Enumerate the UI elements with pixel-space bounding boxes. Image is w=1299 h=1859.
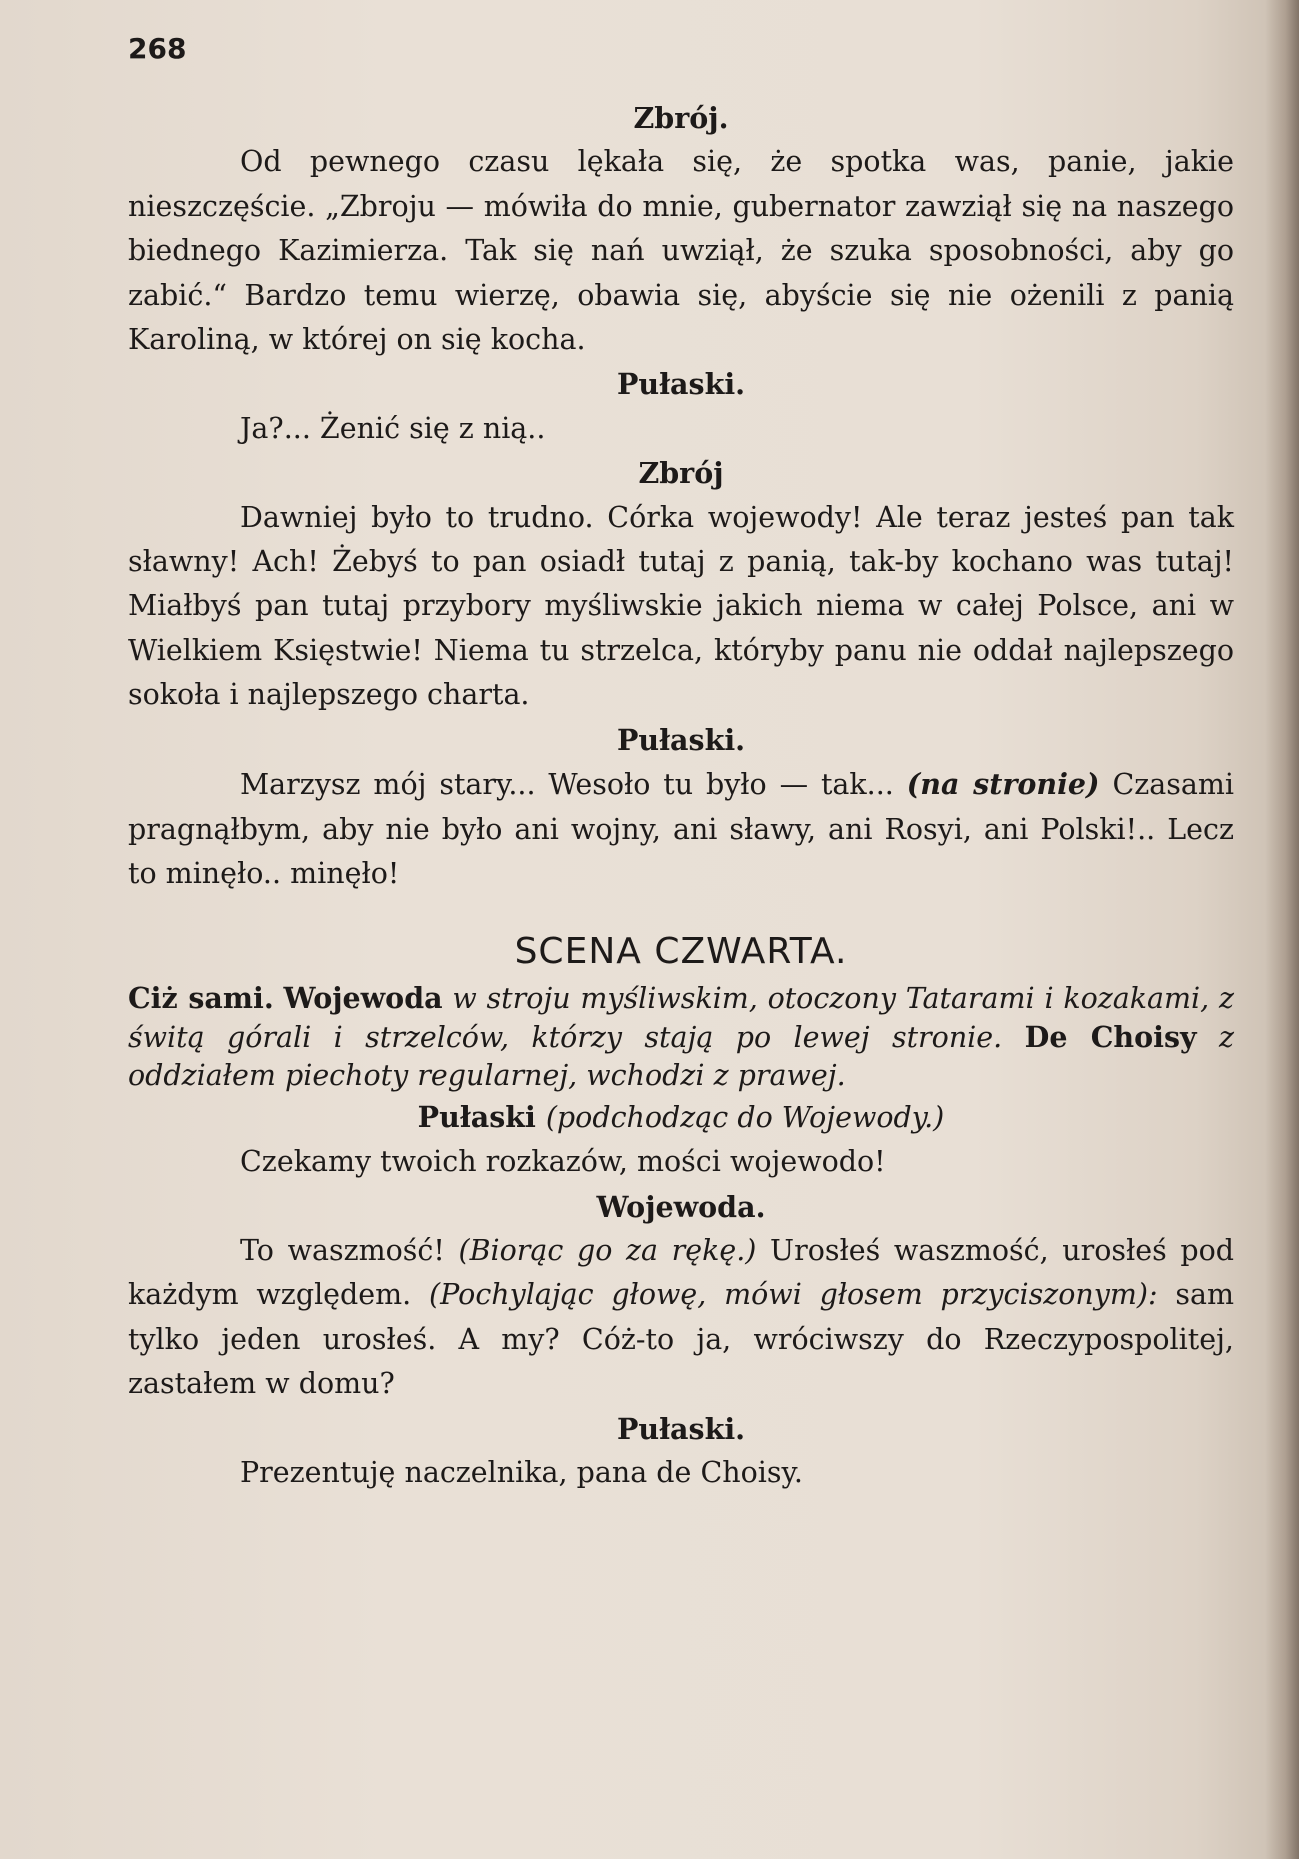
dialogue-paragraph: Czekamy twoich rozkazów, mości wojewodo! bbox=[240, 1145, 886, 1179]
stage-direction: (podchodząc do Wojewody.) bbox=[545, 1100, 945, 1134]
speaker-heading: Zbrój bbox=[638, 456, 724, 491]
character-name: Ciż sami. bbox=[128, 980, 274, 1015]
page-number: 268 bbox=[128, 32, 187, 65]
speaker-heading bbox=[128, 1095, 1234, 1140]
speaker-heading: Wojewoda. bbox=[596, 1189, 766, 1224]
dialogue-paragraph bbox=[128, 1229, 1234, 1407]
stage-direction: (na stronie) bbox=[906, 767, 1100, 802]
dialogue-text: Urosłeś waszmość, urosłeś pod każdym względem. bbox=[128, 1233, 1235, 1312]
dialogue-paragraph: Prezentuję naczelnika, pana de Choisy. bbox=[240, 1455, 803, 1489]
scene-title: SCENA CZWARTA. bbox=[514, 931, 848, 973]
dialogue-paragraph bbox=[128, 762, 1234, 896]
dialogue-text: To waszmość! bbox=[240, 1233, 445, 1267]
speaker-heading: Zbrój. bbox=[633, 101, 729, 135]
speaker-heading: Pułaski. bbox=[616, 722, 746, 757]
dialogue-paragraph: Od pewnego czasu lękała się, że spotka was, panie, jakie nieszczęście. „Zbroju — mówiła do mnie, gubernator zawziął się na naszego biednego Kazimierza. Tak się nań uwziął, że szuka sposobności, aby go zabić.“ Bardzo temu wierzę, obawia się, abyście się nie ożenili z panią Karoliną, w której on się kocha. bbox=[128, 145, 1234, 357]
page-edge-shadow bbox=[1265, 0, 1299, 1859]
speaker-heading: Pułaski. bbox=[616, 1411, 746, 1446]
page-text bbox=[128, 96, 1234, 1495]
stage-direction: (Biorąc go za rękę.) bbox=[458, 1233, 757, 1267]
dialogue-text: Czasami pragnąłbym, aby nie było ani wojny, ani sławy, ani Rosyi, ani Polski!.. Lecz to minęło.. minęło! bbox=[128, 768, 1235, 890]
character-name: De Choisy bbox=[1024, 1019, 1197, 1054]
stage-directions bbox=[128, 979, 1234, 1095]
dialogue-paragraph: Dawniej było to trudno. Córka wojewody! Ale teraz jesteś pan tak sławny! Ach! Żebyś to pan osiadł tutaj z panią, tak-by kochano was tutaj! Miałbyś pan tutaj przybory myśliwskie jakich niema w całej Polsce, ani w Wielkiem Księstwie! Niema tu strzelca, któryby panu nie oddał najlepszego sokoła i najlepszego charta. bbox=[128, 500, 1234, 712]
dialogue-text: sam tylko jeden urosłeś. A my? Cóż-to ja, wróciwszy do Rzeczypospolitej, zastałem w domu? bbox=[128, 1278, 1234, 1401]
character-name: Wojewoda bbox=[283, 980, 443, 1015]
speaker-heading: Pułaski. bbox=[616, 367, 746, 402]
stage-direction: (Pochylając głowę, mówi głosem przyciszonym): bbox=[429, 1278, 1158, 1312]
stage-direction: z oddziałem piechoty regularnej, wchodzi z prawej. bbox=[128, 1020, 1235, 1092]
dialogue-paragraph: Ja?... Żenić się z nią.. bbox=[240, 411, 546, 445]
speaker-name: Pułaski bbox=[417, 1099, 536, 1134]
dialogue-text: Marzysz mój stary... Wesoło tu było — tak... bbox=[240, 768, 894, 802]
stage-direction: w stroju myśliwskim, otoczony Tatarami i kozakami, z świtą górali i strzelców, którzy stają po lewej stronie. bbox=[128, 981, 1234, 1054]
